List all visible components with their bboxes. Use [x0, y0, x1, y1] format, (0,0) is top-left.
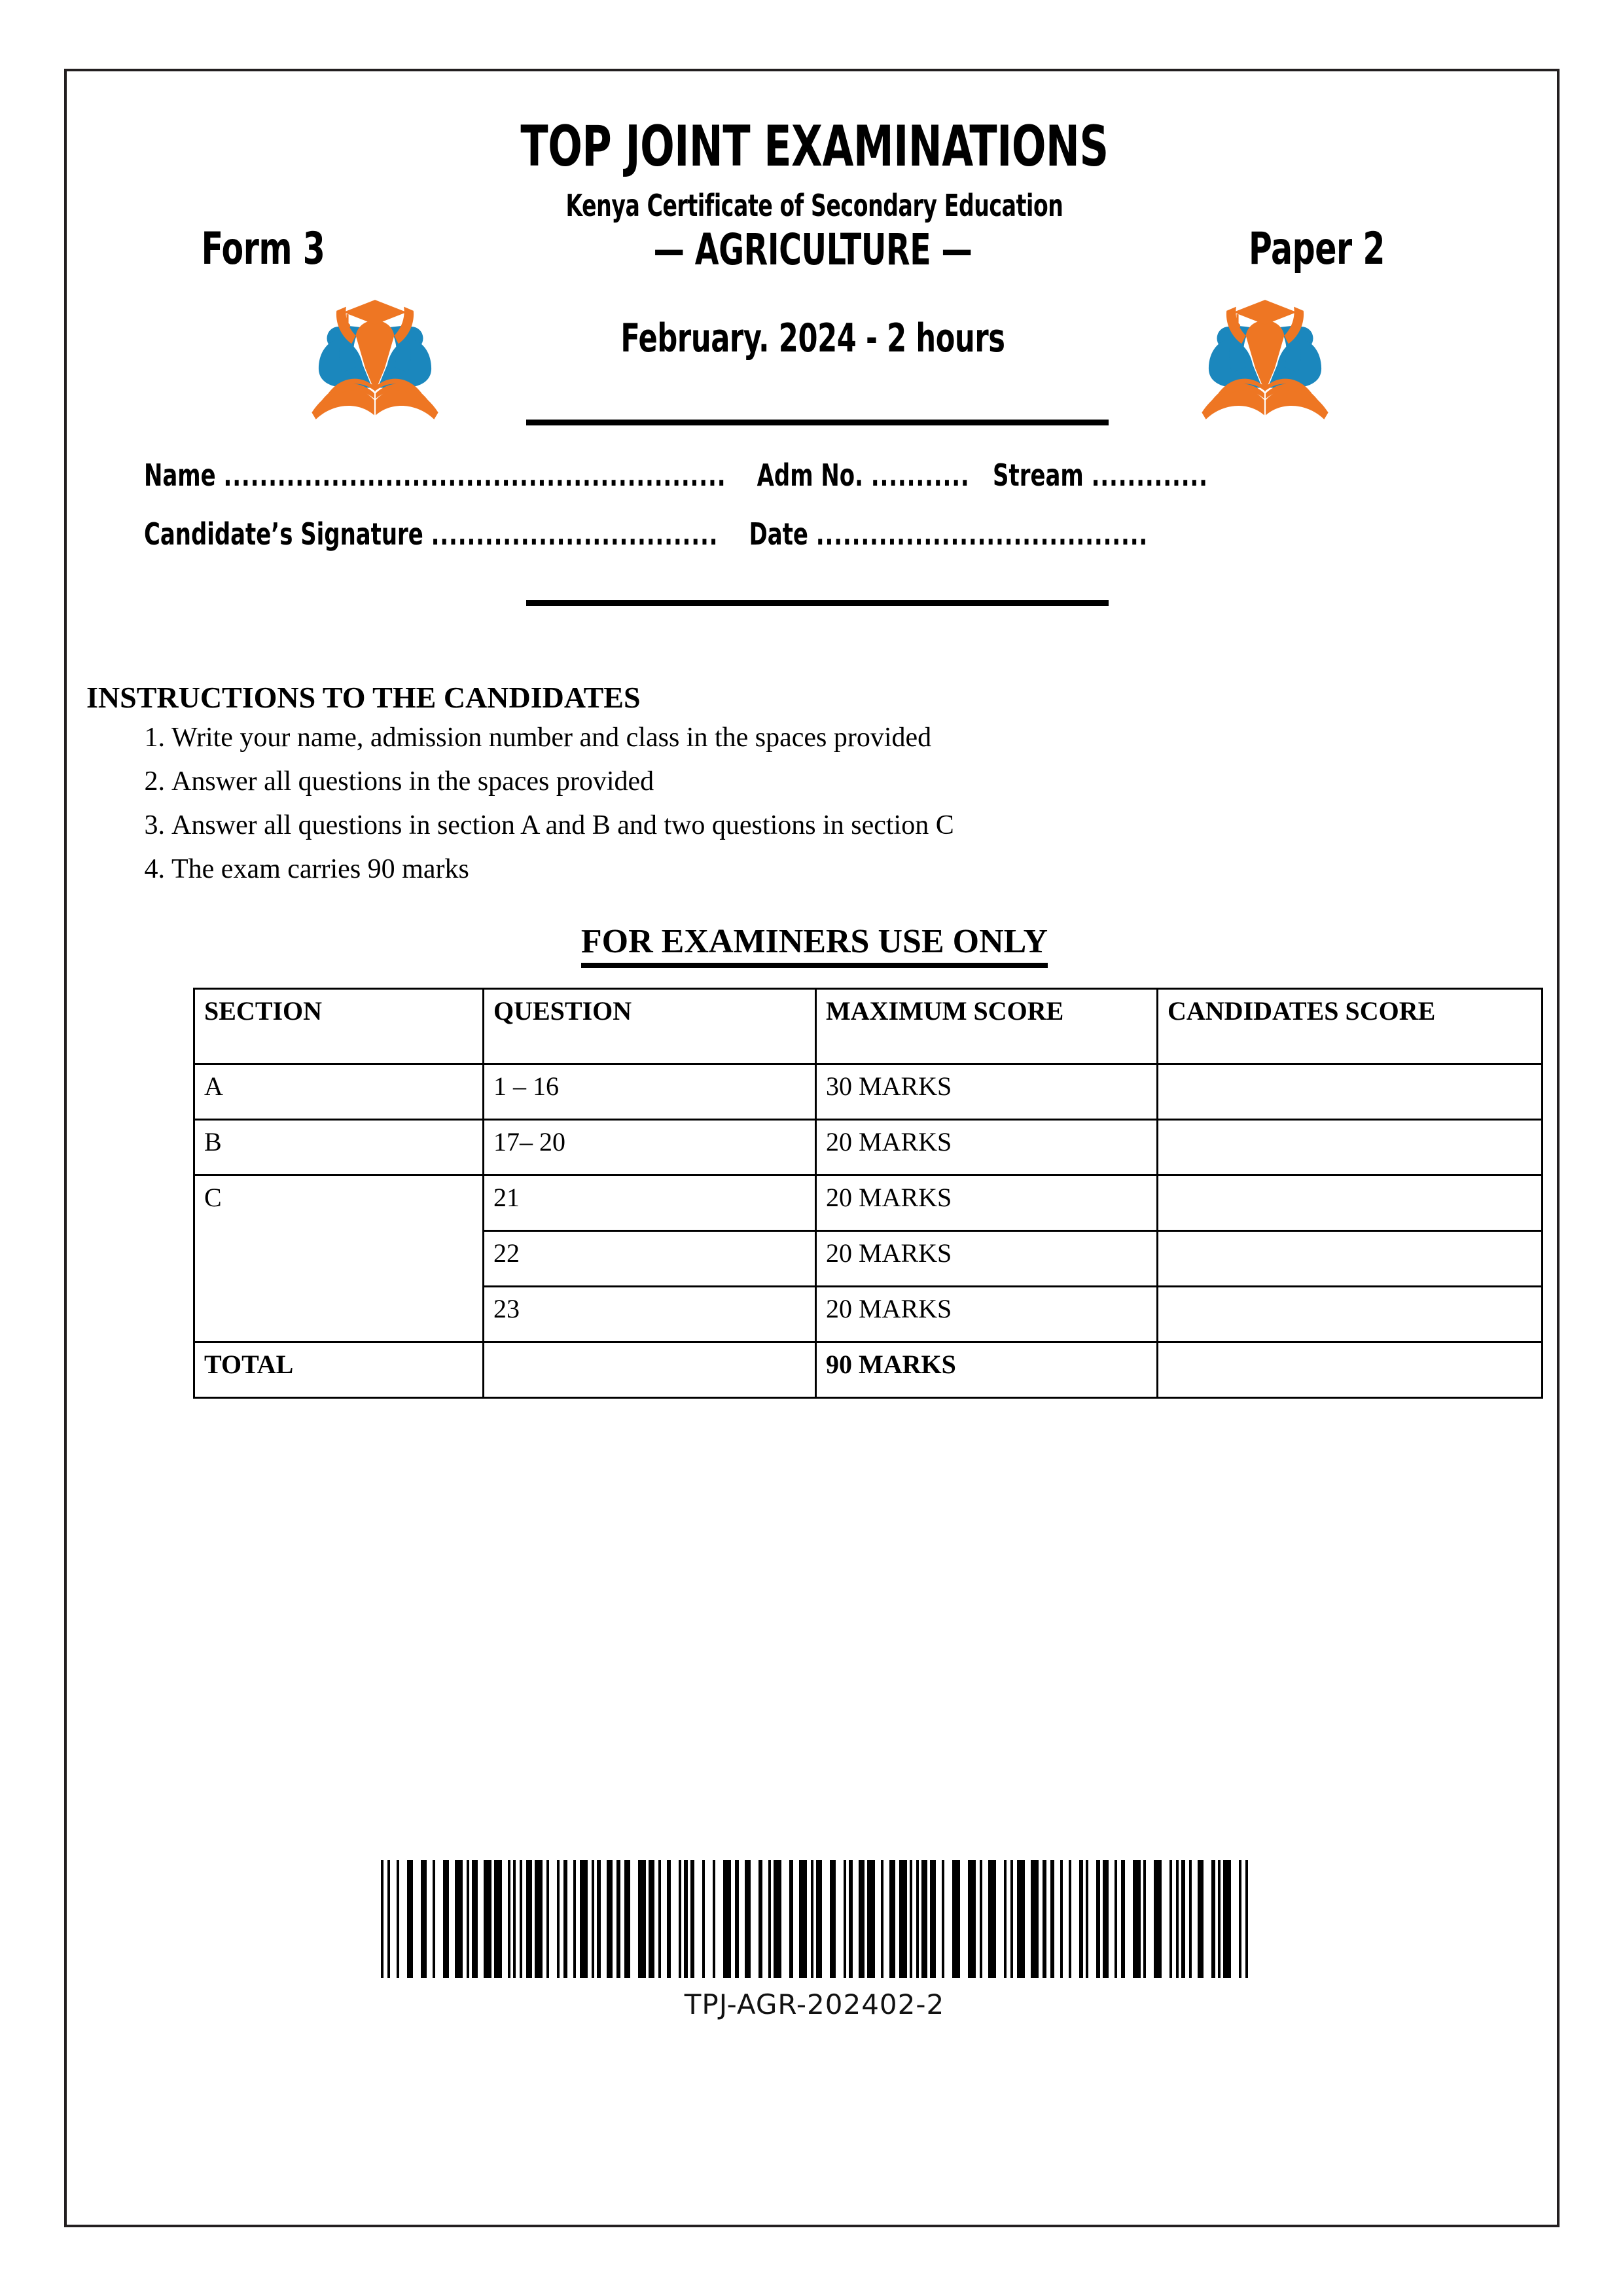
cell-section: B [194, 1120, 484, 1175]
instruction-item [144, 723, 1461, 753]
header-divider-bottom [526, 600, 1109, 606]
cell-maximum-score: 20 MARKS [816, 1287, 1158, 1342]
instructions-section [86, 680, 1461, 899]
cell-question: 21 [484, 1175, 816, 1231]
barcode-icon [381, 1860, 1248, 1978]
column-header-candidates-score: CANDIDATES SCORE [1158, 989, 1543, 1064]
cell-maximum-score: 20 MARKS [816, 1120, 1158, 1175]
cell-total-candidates-score[interactable] [1158, 1342, 1543, 1398]
cell-candidates-score[interactable] [1158, 1064, 1543, 1120]
instruction-text: The exam carries 90 marks [171, 854, 469, 884]
instruction-number: 2. [144, 766, 165, 797]
date-label: Date [749, 516, 808, 552]
name-input-line[interactable]: ........................................................ [223, 457, 726, 493]
instruction-number: 3. [144, 810, 165, 840]
cell-maximum-score: 30 MARKS [816, 1064, 1158, 1120]
instructions-title: INSTRUCTIONS TO THE CANDIDATES [86, 681, 641, 714]
instruction-item [144, 854, 1461, 884]
instructions-list [86, 724, 1461, 883]
instruction-number: 4. [144, 854, 165, 884]
form-label: Form 3 [201, 223, 325, 275]
instruction-text: Write your name, admission number and class in the spaces provided [171, 723, 932, 753]
graduation-book-logo-icon-right [1196, 285, 1334, 422]
candidate-identity-row [67, 457, 1562, 493]
cell-maximum-score: 20 MARKS [816, 1231, 1158, 1287]
instruction-item [144, 766, 1461, 797]
barcode-block [67, 1852, 1562, 2020]
instruction-text: Answer all questions in section A and B and two questions in section C [171, 810, 954, 840]
candidate-signature-row [67, 516, 1562, 552]
table-row [194, 1175, 1543, 1231]
instruction-item [144, 810, 1461, 840]
date-input-line[interactable]: ..................................... [815, 516, 1149, 552]
table-row [194, 1120, 1543, 1175]
table-row [194, 1064, 1543, 1120]
cell-question: 22 [484, 1231, 816, 1287]
subject-title: — AGRICULTURE — [653, 224, 972, 275]
cell-section: A [194, 1064, 484, 1120]
exam-subtitle: Kenya Certificate of Secondary Education [565, 188, 1063, 223]
column-header-question: QUESTION [484, 989, 816, 1064]
cell-candidates-score[interactable] [1158, 1287, 1543, 1342]
instruction-number: 1. [144, 723, 165, 753]
graduation-book-logo-icon [306, 285, 444, 422]
stream-input-line[interactable]: ............. [1091, 457, 1208, 493]
header-divider-top [526, 420, 1109, 425]
paper-label: Paper 2 [1248, 223, 1385, 275]
cell-maximum-score: 20 MARKS [816, 1175, 1158, 1231]
exam-date-duration: February. 2024 - 2 hours [620, 315, 1005, 361]
cell-total-question [484, 1342, 816, 1398]
page-title: TOP JOINT EXAMINATIONS [520, 114, 1109, 179]
stream-label: Stream [993, 457, 1084, 493]
examiners-score-table [193, 988, 1543, 1399]
barcode-label: TPJ-AGR-202402-2 [684, 1988, 945, 2020]
examiners-section-heading [67, 922, 1562, 968]
cell-candidates-score[interactable] [1158, 1120, 1543, 1175]
exam-paper-page [64, 69, 1560, 2227]
adm-no-label: Adm No. [757, 457, 863, 493]
table-header-row [194, 989, 1543, 1064]
name-label: Name [144, 457, 216, 493]
examiners-heading-text: FOR EXAMINERS USE ONLY [581, 922, 1048, 968]
column-header-section: SECTION [194, 989, 484, 1064]
column-header-maximum-score: MAXIMUM SCORE [816, 989, 1158, 1064]
cell-total-maximum-score: 90 MARKS [816, 1342, 1158, 1398]
cell-total-label: TOTAL [194, 1342, 484, 1398]
cell-section: C [194, 1175, 484, 1342]
signature-label: Candidate’s Signature [144, 516, 423, 552]
adm-no-input-line[interactable]: ........... [870, 457, 970, 493]
cell-question: 1 – 16 [484, 1064, 816, 1120]
cell-candidates-score[interactable] [1158, 1175, 1543, 1231]
cell-question: 23 [484, 1287, 816, 1342]
signature-input-line[interactable]: ................................ [431, 516, 719, 552]
table-total-row [194, 1342, 1543, 1398]
cell-question: 17– 20 [484, 1120, 816, 1175]
instruction-text: Answer all questions in the spaces provided [171, 766, 654, 797]
cell-candidates-score[interactable] [1158, 1231, 1543, 1287]
